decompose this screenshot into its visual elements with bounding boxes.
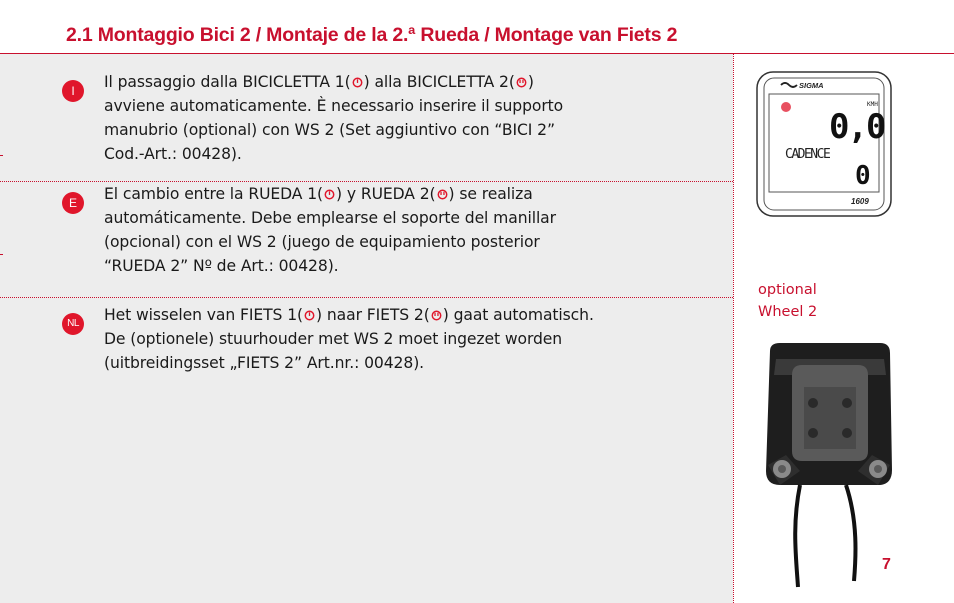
column-divider xyxy=(733,54,734,603)
section-text xyxy=(104,182,724,278)
wheel-indicator-icon xyxy=(781,102,791,112)
text-line: Cod.-Art.: 00428). xyxy=(104,145,242,163)
text-line: Il passaggio dalla BICICLETTA 1( ) alla BICICLETTA 2( ) xyxy=(104,73,534,91)
page-title: 2.1 Montaggio Bici 2 / Montaje de la 2.ª Rueda / Montage van Fiets 2 xyxy=(66,24,678,46)
image-caption: optional Wheel 2 xyxy=(758,282,818,320)
header xyxy=(0,0,954,54)
language-badge: NL xyxy=(62,313,84,335)
language-badge: E xyxy=(62,192,84,214)
text-line: Het wisselen van FIETS 1( ) naar FIETS 2( ) gaat automatisch. xyxy=(104,306,594,324)
bike-computer-image xyxy=(755,70,893,218)
text-line: (opcional) con el WS 2 (juego de equipamiento posterior xyxy=(104,233,540,251)
section-divider xyxy=(0,297,733,298)
text-line: avviene automaticamente. È necessario inserire il supporto xyxy=(104,97,564,115)
text-line: El cambio entre la RUEDA 1( ) y RUEDA 2( ) se realiza xyxy=(104,185,533,203)
text-line: (uitbreidingsset „FIETS 2” Art.nr.: 00428). xyxy=(104,354,425,372)
wheel2-icon xyxy=(516,77,527,88)
wheel2-icon xyxy=(431,310,442,321)
speed-readout: 0,0 xyxy=(829,107,885,147)
language-badge: I xyxy=(62,80,84,102)
wheel1-icon xyxy=(304,310,315,321)
wheel1-icon xyxy=(324,189,335,200)
brand-label: SIGMA xyxy=(799,81,824,90)
text-line: automáticamente. Debe emplearse el soporte del manillar xyxy=(104,209,556,227)
margin-tick xyxy=(0,254,3,255)
text-line: manubrio (optional) con WS 2 (Set aggiuntivo con “BICI 2” xyxy=(104,121,555,139)
page-number: 7 xyxy=(882,556,891,573)
unit-label: KMH xyxy=(867,101,878,108)
text-line: “RUEDA 2” Nº de Art.: 00428). xyxy=(104,257,339,275)
margin-tick xyxy=(0,155,3,156)
model-label: 1609 xyxy=(851,197,869,206)
section-text xyxy=(104,70,724,166)
section-text xyxy=(104,303,724,375)
cadence-label: CADENCE xyxy=(785,147,830,162)
wheel1-icon xyxy=(352,77,363,88)
text-line: De (optionele) stuurhouder met WS 2 moet ingezet worden xyxy=(104,330,563,348)
wheel2-icon xyxy=(437,189,448,200)
cadence-readout: 0 xyxy=(855,161,871,191)
